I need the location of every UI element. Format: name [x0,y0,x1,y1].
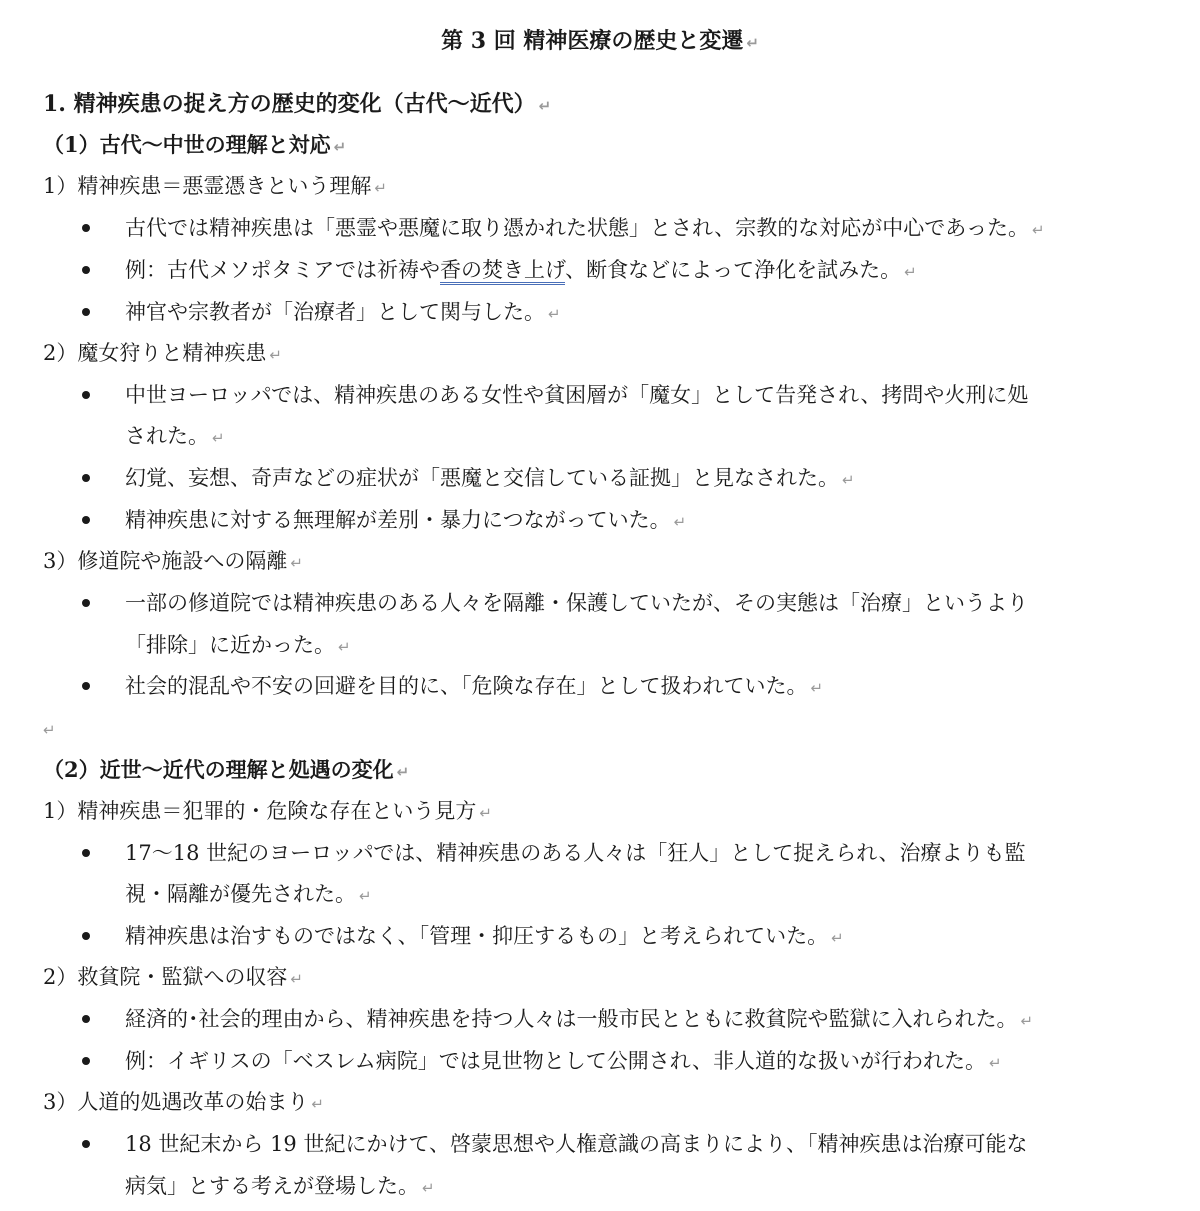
bullet-icon [82,599,90,607]
bullet-item: 17～18 世紀のヨーロッパでは、精神疾患のある人々は「狂人」として捉えられ、治療よりも監 [0,832,1200,874]
bullet-icon [82,682,90,690]
return-mark: ↵ [359,887,372,905]
return-mark: ↵ [333,138,347,156]
empty-paragraph [40,707,56,749]
numbered-item: 3）人道的処遇改革の始まり ↵ [43,1090,324,1114]
return-mark: ↵ [396,763,410,781]
return-mark: ↵ [422,1179,435,1197]
bullet-item: 経済的･社会的理由から、精神疾患を持つ人々は一般市民とともに救貧院や監獄に入れられた。 ↵ [0,998,1200,1040]
numbered-item: 3）修道院や施設への隔離 ↵ [43,549,303,573]
bullet-item: 神官や宗教者が「治療者」として関与した。 ↵ [0,291,1200,333]
return-mark: ↵ [842,471,855,489]
return-mark: ↵ [831,929,844,947]
bullet-icon [82,1140,90,1148]
numbered-item: 2）魔女狩りと精神疾患 ↵ [43,341,282,365]
return-mark: ↵ [904,263,917,281]
bullet-icon [82,308,90,316]
numbered-item: 1）精神疾患＝悪霊憑きという理解 ↵ [43,174,387,198]
bullet-continuation: 病気」とする考えが登場した。 ↵ [125,1174,435,1198]
return-mark: ↵ [290,970,303,988]
return-mark: ↵ [538,97,552,115]
return-mark: ↵ [1020,1012,1034,1030]
bullet-icon [82,224,90,232]
return-mark: ↵ [212,429,225,447]
return-mark: ↵ [311,1095,324,1113]
return-mark: ↵ [810,679,824,697]
bullet-icon [82,1015,90,1023]
bullet-icon [82,932,90,940]
spellcheck-underline: 香の焚き上げ [440,258,565,285]
page-title: 第 3 回 精神医療の歴史と変遷 ↵ [441,28,759,54]
bullet-item: 例：古代メソポタミアでは祈祷や香の焚き上げ、断食などによって浄化を試みた。 ↵ [0,249,1200,291]
return-mark: ↵ [43,721,56,739]
bullet-icon [82,1057,90,1065]
bullet-item: 精神疾患に対する無理解が差別・暴力につながっていた。 ↵ [0,499,1200,541]
numbered-item: 1）精神疾患＝犯罪的・危険な存在という見方 ↵ [43,799,492,823]
bullet-icon [82,266,90,274]
return-mark: ↵ [374,179,387,197]
return-mark: ↵ [548,305,561,323]
bullet-continuation: された。 ↵ [125,424,225,448]
bullet-item: 中世ヨーロッパでは、精神疾患のある女性や貧困層が「魔女」として告発され、拷問や火刑に処 [0,374,1200,416]
return-mark: ↵ [989,1054,1002,1072]
bullet-icon [82,516,90,524]
return-mark: ↵ [338,638,351,656]
bullet-item: 一部の修道院では精神疾患のある人々を隔離・保護していたが、その実態は「治療」というより [0,582,1200,624]
bullet-item: 例：イギリスの「ベスレム病院」では見世物として公開され、非人道的な扱いが行われた。 ↵ [0,1040,1200,1082]
bullet-item: 社会的混乱や不安の回避を目的に、「危険な存在」として扱われていた。 ↵ [0,665,1200,707]
bullet-item: 古代では精神疾患は「悪霊や悪魔に取り憑かれた状態」とされ、宗教的な対応が中心であった。 ↵ [0,207,1200,249]
return-mark: ↵ [1032,221,1045,239]
return-mark: ↵ [479,804,492,822]
bullet-item: 18 世紀末から 19 世紀にかけて、啓蒙思想や人権意識の高まりにより、「精神疾患は治療可能な [0,1123,1200,1165]
bullet-item: 幻覚、妄想、奇声などの症状が「悪魔と交信している証拠」と見なされた。 ↵ [0,457,1200,499]
numbered-item: 2）救貧院・監獄への収容 ↵ [43,965,303,989]
bullet-icon [82,474,90,482]
bullet-icon [82,849,90,857]
bullet-item: 精神疾患は治すものではなく、「管理・抑圧するもの」と考えられていた。 ↵ [0,915,1200,957]
return-mark: ↵ [290,554,303,572]
section-heading: 1. 精神疾患の捉え方の歴史的変化（古代～近代） ↵ [43,91,552,117]
return-mark: ↵ [269,346,282,364]
return-mark: ↵ [746,34,759,52]
bullet-icon [82,391,90,399]
subsection-heading: （2）近世～近代の理解と処遇の変化 ↵ [43,757,410,782]
return-mark: ↵ [673,513,687,531]
subsection-heading: （1）古代～中世の理解と対応 ↵ [43,132,347,157]
bullet-continuation: 視・隔離が優先された。 ↵ [125,882,372,906]
bullet-continuation: 「排除」に近かった。 ↵ [125,633,351,657]
